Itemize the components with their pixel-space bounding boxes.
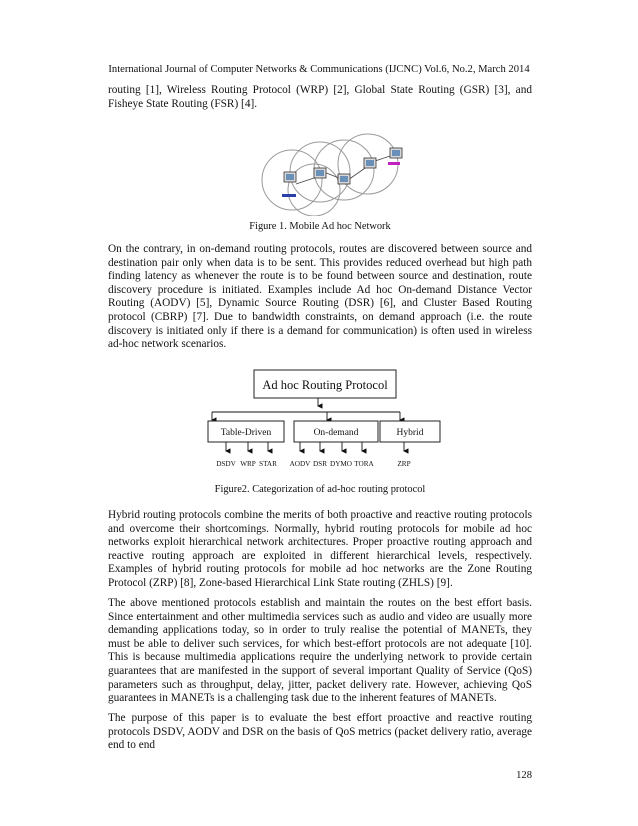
- protocol-label: ZRP: [397, 460, 411, 468]
- paragraph-routing-intro: routing [1], Wireless Routing Protocol (WRP) [2], Global State Routing (GSR) [3], and Fisheye State Routing (FSR) [4].: [108, 84, 532, 110]
- mobile-node-icon: [388, 148, 402, 165]
- category-label-on-demand: On-demand: [313, 428, 359, 438]
- category-label-table-driven: Table-Driven: [220, 428, 272, 438]
- paragraph-hybrid: Hybrid routing protocols combine the merits of both proactive and reactive routing protocols and overcome their shortcomings. Normally, hybrid routing protocols for mobile ad hoc networks exploit hierarchical network architectures. Proper proactive routing approach and reactive routing approach are exploited in different hierarchical levels, respectively. Examples of hybrid routing protocols for mobile ad hoc networks are the Zone Routing Protocol (ZRP) [8], Zone-based Hierarchical Link State routing (ZHLS) [9].: [108, 509, 532, 589]
- protocol-label: DYMO: [330, 460, 352, 468]
- figure-manet-network: [252, 132, 412, 216]
- category-label-hybrid: Hybrid: [396, 428, 424, 438]
- journal-header: International Journal of Computer Networks & Communications (IJCNC) Vol.6, No.2, March 2014: [108, 64, 530, 75]
- protocol-label: AODV: [289, 460, 311, 468]
- protocol-label: TORA: [354, 460, 374, 468]
- protocol-label: DSDV: [216, 460, 236, 468]
- protocol-label: WRP: [240, 460, 256, 468]
- paragraph-qos: The above mentioned protocols establish and maintain the routes on the best effort basis. Since entertainment and other multimedia services such as audio and video are usually more demanding applications today, so in order to truly realise the potential of MANETs, they must be able to deliver such services, for which best-effort protocols are not adequate [10]. This is because multimedia applications require the underlying network to provide certain guarantees that are manifested in the support of several important Quality of Service (QoS) parameters such as throughput, delay, jitter, packet delivery rate. However, achieving QoS guarantees in MANETs is a challenging task due to the inherent features of MANETs.: [108, 597, 532, 705]
- protocol-label: DSR: [313, 460, 327, 468]
- protocol-label: STAR: [259, 460, 277, 468]
- mobile-node-icon: [338, 174, 350, 184]
- paragraph-on-demand: On the contrary, in on-demand routing protocols, routes are discovered between source and destination pair only when data is to be sent. This provides reduced overhead but high path finding latency as whenever the route is to be found between source and destination, route discovery procedure is initiated. Examples include Ad hoc On-demand Distance Vector Routing (AODV) [5], Dynamic Source Routing (DSR) [6], and Cluster Based Routing protocol (CBRP) [7]. Due to bandwidth constraints, on demand approach (i.e. the route discovery is initiated only if there is a demand for communication) is often used in wireless ad-hoc network scenarios.: [108, 243, 532, 351]
- figure1-caption: Figure 1. Mobile Ad hoc Network: [249, 221, 391, 232]
- mobile-node-icon: [364, 158, 376, 168]
- mobile-node-icon: [314, 168, 326, 178]
- figure2-caption: Figure2. Categorization of ad-hoc routing protocol: [214, 484, 426, 495]
- paragraph-purpose: The purpose of this paper is to evaluate the best effort proactive and reactive routing protocols DSDV, AODV and DSR on the basis of QoS metrics (packet delivery ratio, average end to end: [108, 712, 532, 752]
- page-number: 128: [516, 770, 532, 781]
- figure-routing-categorization: [100, 364, 540, 474]
- root-label: Ad hoc Routing Protocol: [262, 378, 388, 392]
